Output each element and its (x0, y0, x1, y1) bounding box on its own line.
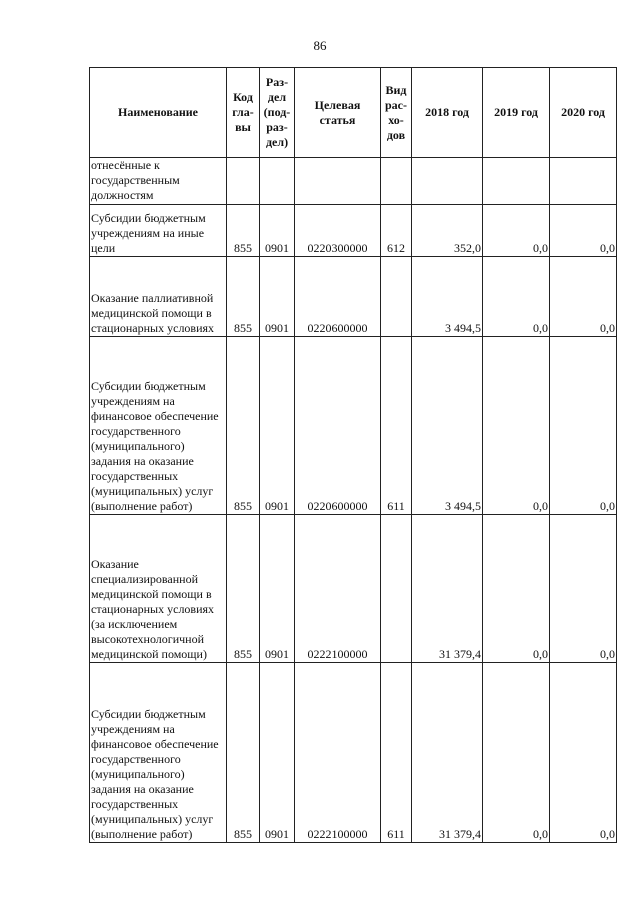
header-chapter-code: Код гла-вы (227, 68, 260, 158)
cell-chapter: 855 (227, 257, 260, 337)
cell-2018: 31 379,4 (412, 663, 483, 843)
cell-target: 0220600000 (295, 257, 381, 337)
cell-name: отнесённые к государственным должностям (90, 158, 227, 205)
table-row (90, 515, 617, 663)
cell-2018: 3 494,5 (412, 257, 483, 337)
cell-chapter: 855 (227, 515, 260, 663)
table-row (90, 337, 617, 515)
cell-2018: 352,0 (412, 205, 483, 257)
cell-chapter: 855 (227, 205, 260, 257)
cell-expense: 612 (381, 205, 412, 257)
cell-2019: 0,0 (483, 663, 550, 843)
cell-2018: 31 379,4 (412, 515, 483, 663)
cell-expense: 611 (381, 337, 412, 515)
cell-2020: 0,0 (550, 337, 617, 515)
cell-chapter (227, 158, 260, 205)
cell-chapter: 855 (227, 337, 260, 515)
cell-2019: 0,0 (483, 515, 550, 663)
cell-2020 (550, 158, 617, 205)
cell-name: Субсидии бюджетным учреждениям на иные цели (90, 205, 227, 257)
table-header-row (90, 68, 617, 158)
cell-section: 0901 (260, 515, 295, 663)
cell-target: 0220300000 (295, 205, 381, 257)
cell-2019: 0,0 (483, 337, 550, 515)
header-section: Раз-дел (под-раз-дел) (260, 68, 295, 158)
cell-section (260, 158, 295, 205)
cell-2019: 0,0 (483, 257, 550, 337)
cell-section: 0901 (260, 663, 295, 843)
cell-expense: 611 (381, 663, 412, 843)
cell-expense (381, 257, 412, 337)
header-year-2020: 2020 год (550, 68, 617, 158)
cell-expense (381, 515, 412, 663)
cell-2020: 0,0 (550, 515, 617, 663)
table-row (90, 205, 617, 257)
header-year-2019: 2019 год (483, 68, 550, 158)
cell-2018 (412, 158, 483, 205)
cell-name: Субсидии бюджетным учреждениям на финансовое обеспечение государственного (муниципального) задания на оказание государственных (муниципальных) услуг (выполнение работ) (90, 663, 227, 843)
cell-name: Оказание паллиативной медицинской помощи в стационарных условиях (90, 257, 227, 337)
cell-2020: 0,0 (550, 205, 617, 257)
table-row (90, 663, 617, 843)
cell-target: 0220600000 (295, 337, 381, 515)
cell-name: Субсидии бюджетным учреждениям на финансовое обеспечение государственного (муниципального) задания на оказание государственных (муниципальных) услуг (выполнение работ) (90, 337, 227, 515)
cell-chapter: 855 (227, 663, 260, 843)
cell-expense (381, 158, 412, 205)
cell-section: 0901 (260, 337, 295, 515)
header-name: Наименование (90, 68, 227, 158)
cell-target: 0222100000 (295, 515, 381, 663)
cell-2018: 3 494,5 (412, 337, 483, 515)
cell-2020: 0,0 (550, 663, 617, 843)
table-row (90, 257, 617, 337)
cell-name: Оказание специализированной медицинской помощи в стационарных условиях (за исключением высокотехнологичной медицинской помощи) (90, 515, 227, 663)
cell-section: 0901 (260, 257, 295, 337)
cell-2019: 0,0 (483, 205, 550, 257)
cell-2020: 0,0 (550, 257, 617, 337)
budget-table (89, 67, 617, 843)
table-row (90, 158, 617, 205)
header-year-2018: 2018 год (412, 68, 483, 158)
page-number: 86 (313, 38, 327, 53)
header-target-article: Целевая статья (295, 68, 381, 158)
cell-2019 (483, 158, 550, 205)
cell-target (295, 158, 381, 205)
cell-section: 0901 (260, 205, 295, 257)
header-expense-type: Вид рас-хо-дов (381, 68, 412, 158)
cell-target: 0222100000 (295, 663, 381, 843)
